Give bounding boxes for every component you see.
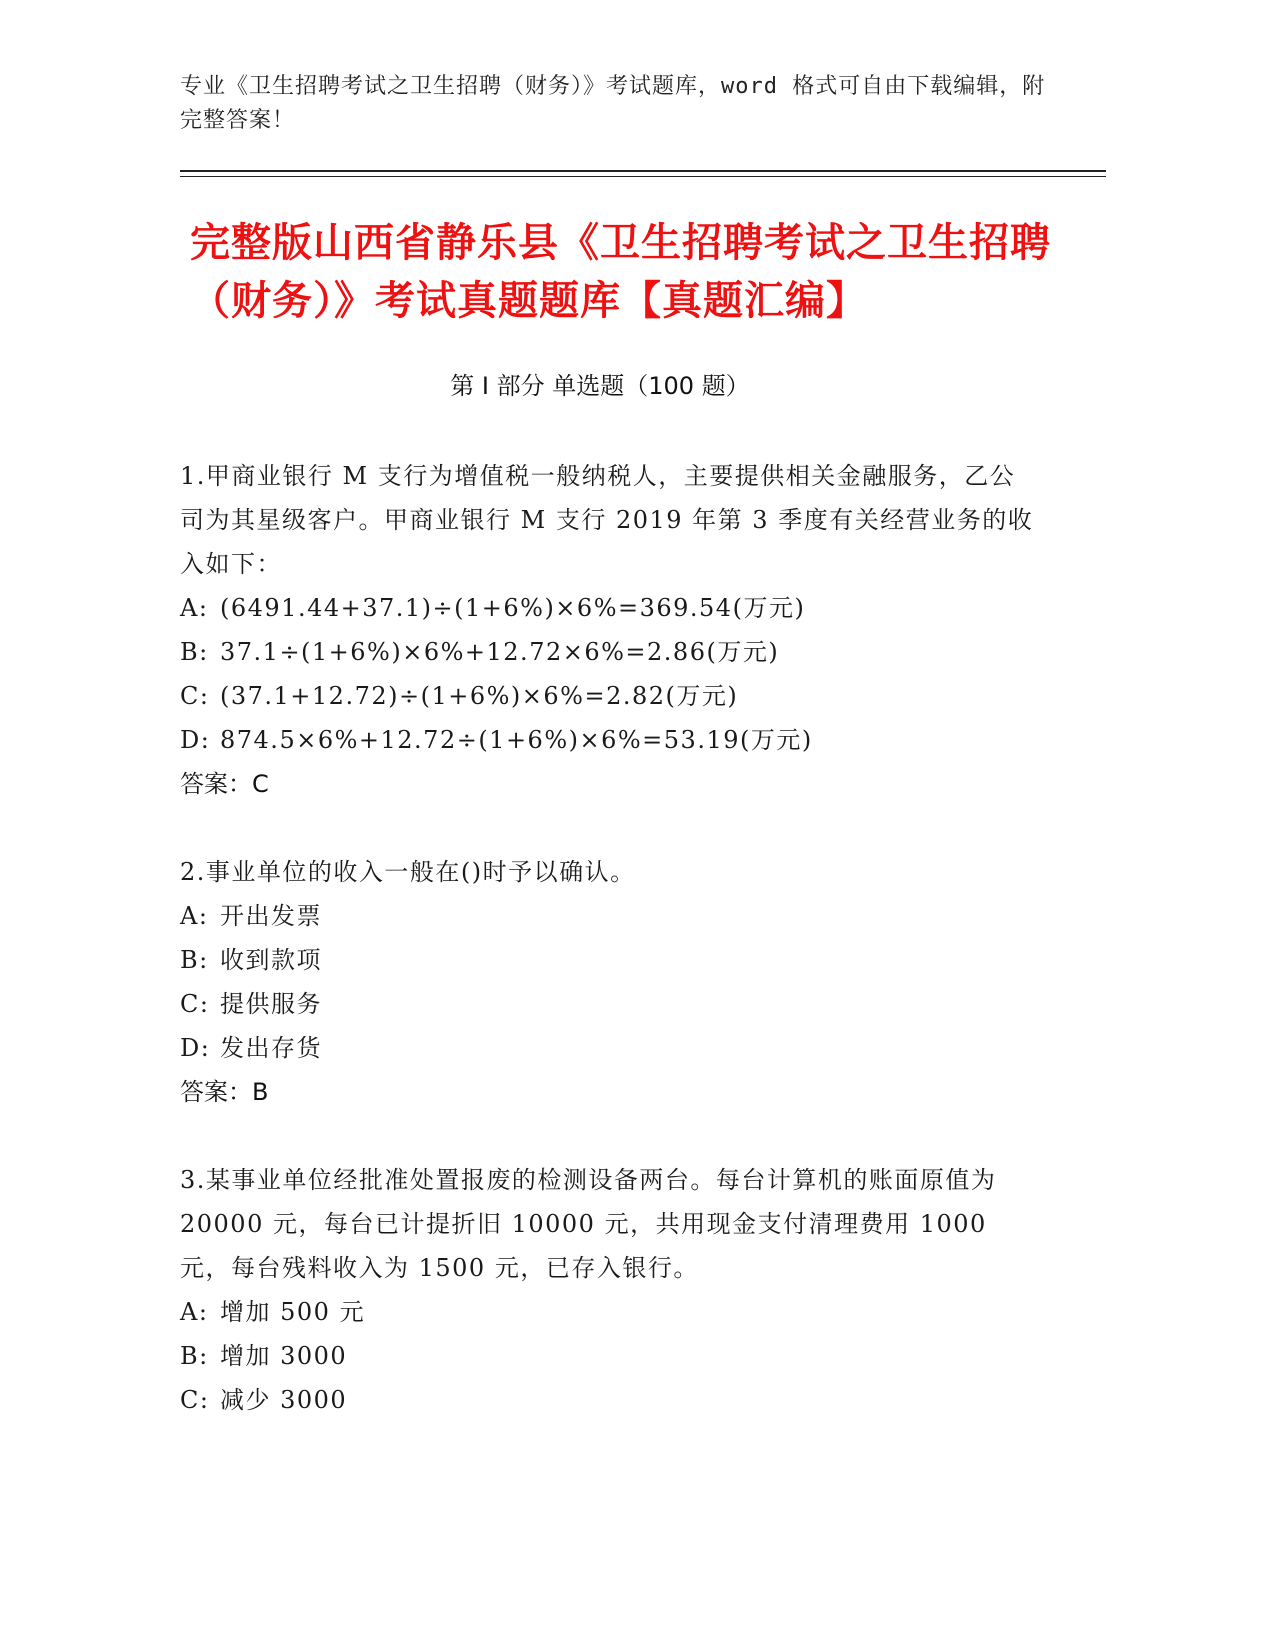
option-label: C: xyxy=(180,990,210,1018)
document-title: 完整版山西省静乐县《卫生招聘考试之卫生招聘（财务）》考试真题题库【真题汇编】 xyxy=(190,220,1051,324)
option-text: 874.5×6%+12.72÷(1+6%)×6%=53.19(万元) xyxy=(220,726,813,754)
option-text: 收到款项 xyxy=(220,946,322,974)
option-text: (6491.44+37.1)÷(1+6%)×6%=369.54(万元) xyxy=(220,594,806,622)
option-label: C: xyxy=(180,1386,210,1414)
question-option-c xyxy=(180,674,1040,718)
question-option-a xyxy=(180,586,1040,630)
option-label: A: xyxy=(180,1298,209,1326)
question-option-a xyxy=(180,894,1040,938)
option-label: C: xyxy=(180,682,210,710)
option-label: B: xyxy=(180,946,209,974)
question-option-c xyxy=(180,982,1040,1026)
option-text: 减少 3000 xyxy=(220,1386,348,1414)
option-text: 增加 500 元 xyxy=(220,1298,366,1326)
question-option-b xyxy=(180,938,1040,982)
option-text: 37.1÷(1+6%)×6%+12.72×6%=2.86(万元) xyxy=(220,638,780,666)
header-note: 专业《卫生招聘考试之卫生招聘（财务）》考试题库，word 格式可自由下载编辑，附完整答案！ xyxy=(180,74,1046,133)
question-option-d xyxy=(180,718,1040,762)
question-option-b xyxy=(180,630,1040,674)
question-answer: 答案：C xyxy=(180,770,269,798)
option-text: 发出存货 xyxy=(220,1034,322,1062)
question-option-a xyxy=(180,1290,1040,1334)
question-list xyxy=(180,454,1040,1466)
question-stem: 1.甲商业银行 M 支行为增值税一般纳税人，主要提供相关金融服务，乙公司为其星级客户。甲商业银行 M 支行 2019 年第 3 季度有关经营业务的收入如下： xyxy=(180,462,1034,578)
option-label: A: xyxy=(180,594,209,622)
question-option-d xyxy=(180,1026,1040,1070)
option-text: 提供服务 xyxy=(220,990,322,1018)
question-stem: 3.某事业单位经批准处置报废的检测设备两台。每台计算机的账面原值为 20000 元，每台已计提折旧 10000 元，共用现金支付清理费用 1000 元，每台残料收入为 1500 元，已存入银行。 xyxy=(180,1166,997,1282)
question-option-b xyxy=(180,1334,1040,1378)
question-1 xyxy=(180,454,1040,806)
option-text: (37.1+12.72)÷(1+6%)×6%=2.82(万元) xyxy=(220,682,739,710)
question-2 xyxy=(180,850,1040,1114)
option-label: D: xyxy=(180,726,211,754)
option-text: 开出发票 xyxy=(220,902,322,930)
option-label: A: xyxy=(180,902,209,930)
question-option-c xyxy=(180,1378,1040,1422)
question-3 xyxy=(180,1158,1040,1422)
question-stem: 2.事业单位的收入一般在()时予以确认。 xyxy=(180,858,636,886)
option-label: B: xyxy=(180,638,209,666)
option-text: 增加 3000 xyxy=(220,1342,348,1370)
option-label: B: xyxy=(180,1342,209,1370)
option-label: D: xyxy=(180,1034,211,1062)
header-divider xyxy=(180,170,1106,177)
question-answer: 答案：B xyxy=(180,1078,269,1106)
section-heading: 第 I 部分 单选题（100 题） xyxy=(450,372,750,400)
